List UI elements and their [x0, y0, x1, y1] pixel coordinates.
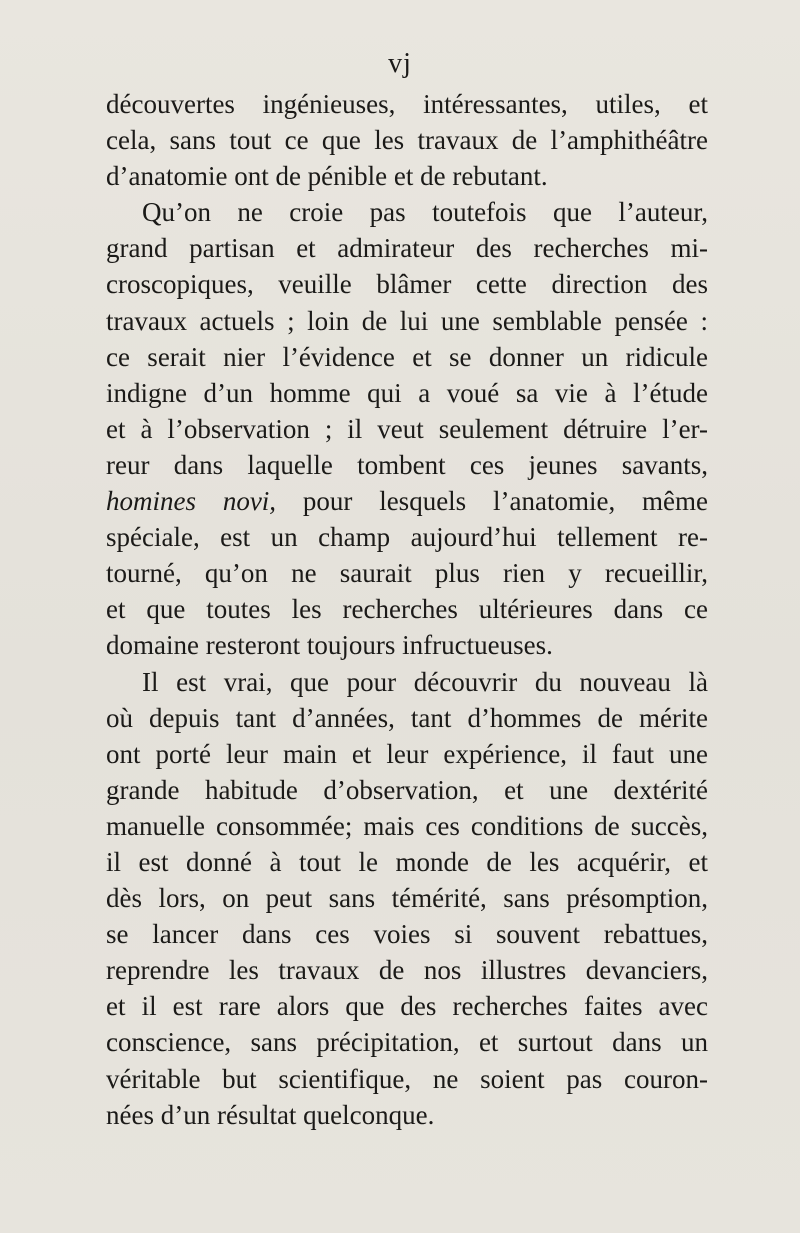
text-line: et à l’observation ; il veut seulement détruire l’er-: [106, 413, 708, 444]
text-line: ce serait nier l’évidence et se donner un ridicule: [106, 341, 708, 372]
text-line: et il est rare alors que des recherches faites avec: [106, 991, 708, 1022]
text-line: spéciale, est un champ aujourd’hui tellement re-: [106, 522, 708, 553]
text-line: découvertes ingénieuses, intéressantes, utiles, et: [106, 89, 708, 119]
text-line-rest: pour lesquels l’anatomie, même: [276, 486, 708, 517]
text-line: tourné, qu’on ne saurait plus rien y recueillir,: [106, 558, 708, 589]
text-line: [106, 483, 708, 519]
text-line: reur dans laquelle tombent ces jeunes savants,: [106, 449, 708, 480]
text-line: dès lors, on peut sans témérité, sans présomption,: [106, 883, 708, 914]
page-number: vj: [388, 48, 412, 79]
text-line: véritable but scientifique, ne soient pas couron-: [106, 1063, 708, 1094]
text-line: nées d’un résultat quelconque.: [106, 1099, 435, 1130]
text-line: indigne d’un homme qui a voué sa vie à l’étude: [106, 377, 708, 408]
paragraph-start-line: Il est vrai, que pour découvrir du nouveau là: [142, 666, 708, 697]
body-text: [106, 86, 708, 1133]
text-line: d’anatomie ont de pénible et de rebutant.: [106, 161, 548, 192]
text-line: où depuis tant d’années, tant d’hommes de mérite: [106, 702, 708, 733]
italic-phrase: homines novi,: [106, 486, 277, 517]
text-line: travaux actuels ; loin de lui une semblable pensée :: [106, 305, 708, 336]
text-line: grande habitude d’observation, et une dextérité: [106, 774, 708, 805]
text-line: il est donné à tout le monde de les acquérir, et: [106, 846, 708, 877]
text-line: croscopiques, veuille blâmer cette direction des: [106, 269, 708, 300]
text-line: grand partisan et admirateur des recherches mi-: [106, 233, 708, 264]
text-line: manuelle consommée; mais ces conditions de succès,: [106, 810, 708, 841]
text-line: domaine resteront toujours infructueuses.: [106, 630, 553, 661]
text-line: se lancer dans ces voies si souvent rebattues,: [106, 919, 708, 950]
text-line: conscience, sans précipitation, et surtout dans un: [106, 1027, 708, 1058]
text-line: et que toutes les recherches ultérieures dans ce: [106, 594, 708, 625]
text-line: ont porté leur main et leur expérience, il faut une: [106, 738, 708, 769]
paragraph-start-line: Qu’on ne croie pas toutefois que l’auteur,: [142, 197, 708, 228]
text-line: reprendre les travaux de nos illustres devanciers,: [106, 955, 708, 986]
text-line: cela, sans tout ce que les travaux de l’amphithéâtre: [106, 125, 708, 156]
